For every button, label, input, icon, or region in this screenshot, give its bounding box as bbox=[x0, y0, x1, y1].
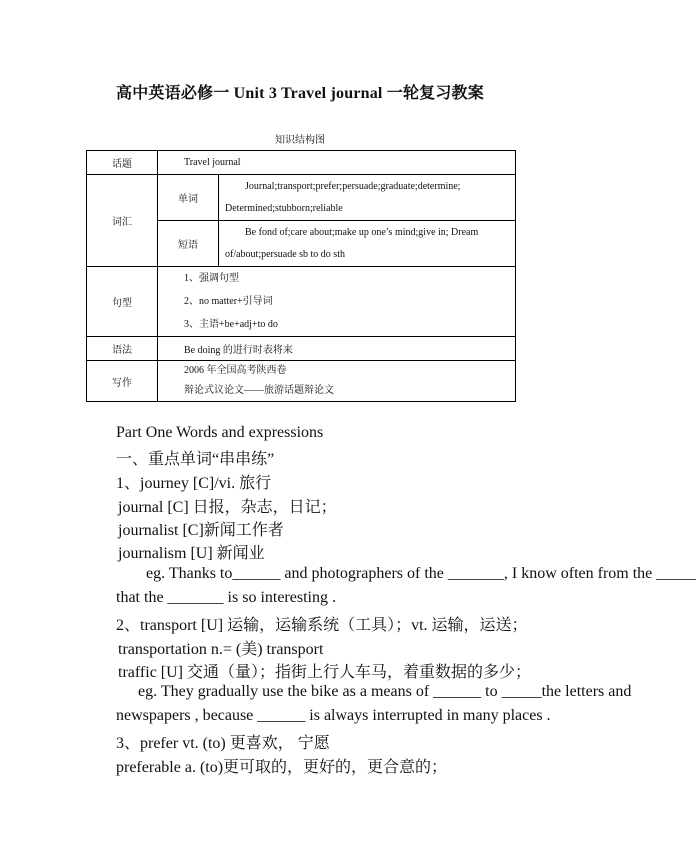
grammar-label: 语法 bbox=[87, 337, 158, 361]
sentence-item: 1、强调句型 bbox=[184, 273, 239, 284]
word-entry-line: preferable a. (to)更可取的，更好的，更合意的； bbox=[116, 759, 448, 776]
word-entry-line: traffic [U] 交通（量）；指街上行人车马，着重数据的多少； bbox=[118, 664, 532, 681]
example-sentence: eg. They gradually use the bike as a means of ______ to _____the letters and bbox=[138, 683, 632, 700]
section-heading: 一、重点单词“串串练” bbox=[116, 451, 275, 468]
table-row bbox=[87, 267, 516, 337]
topic-value bbox=[158, 151, 516, 175]
knowledge-structure-table bbox=[86, 150, 516, 402]
words-label: 单词 bbox=[158, 175, 219, 221]
phrases-line2: of/about;persuade sb to do sth bbox=[225, 248, 345, 260]
sentence-item: 2、no matter+引导词 bbox=[184, 296, 273, 307]
writing-line1: 2006 年全国高考陕西卷 bbox=[184, 365, 287, 376]
table-row bbox=[87, 175, 516, 221]
vocab-label: 词汇 bbox=[87, 175, 158, 267]
sentence-item: 3、主语+be+adj+to do bbox=[184, 319, 278, 330]
word-entry-line: journal [C] 日报，杂志，日记； bbox=[118, 499, 337, 516]
phrases-line1: Be fond of;care about;make up one’s mind;give in; Dream bbox=[245, 226, 479, 238]
word-entry-line: journalism [U] 新闻业 bbox=[118, 545, 265, 562]
word-entry-heading: 1、journey [C]/vi. 旅行 bbox=[116, 475, 272, 492]
words-cell bbox=[219, 175, 516, 221]
part-one-heading: Part One Words and expressions bbox=[116, 424, 324, 441]
example-sentence: that the _______ is so interesting . bbox=[116, 589, 336, 606]
topic-label: 话题 bbox=[87, 151, 158, 175]
word-entry-heading: 2、transport [U] 运输，运输系统（工具）；vt. 运输，运送； bbox=[116, 617, 528, 634]
words-line2: Determined;stubborn;reliable bbox=[225, 202, 343, 214]
word-entry-line: transportation n.= (美) transport bbox=[118, 641, 324, 658]
page-title: 高中英语必修一 Unit 3 Travel journal 一轮复习教案 bbox=[116, 85, 484, 102]
phrases-label: 短语 bbox=[158, 221, 219, 267]
table-caption: 知识结构图 bbox=[275, 135, 325, 146]
word-entry-heading: 3、prefer vt. (to) 更喜欢， 宁愿 bbox=[116, 735, 330, 752]
table-row bbox=[87, 151, 516, 175]
writing-label: 写作 bbox=[87, 361, 158, 402]
grammar-cell bbox=[158, 337, 516, 361]
table-row bbox=[87, 361, 516, 402]
topic-text: Travel journal bbox=[184, 157, 241, 168]
phrases-cell bbox=[219, 221, 516, 267]
word-entry-line: journalist [C]新闻工作者 bbox=[118, 522, 284, 539]
table-row bbox=[87, 337, 516, 361]
words-line1: Journal;transport;prefer;persuade;graduate;determine; bbox=[245, 180, 461, 192]
writing-line2: 辩论式议论文——旅游话题辩论文 bbox=[184, 385, 334, 396]
sentence-cell bbox=[158, 267, 516, 337]
grammar-text: Be doing 的进行时表将来 bbox=[184, 345, 293, 356]
writing-cell bbox=[158, 361, 516, 402]
sentence-label: 句型 bbox=[87, 267, 158, 337]
example-sentence: eg. Thanks to______ and photographers of the _______, I know often from the _____ bbox=[146, 565, 696, 582]
example-sentence: newspapers , because ______ is always interrupted in many places . bbox=[116, 707, 551, 724]
